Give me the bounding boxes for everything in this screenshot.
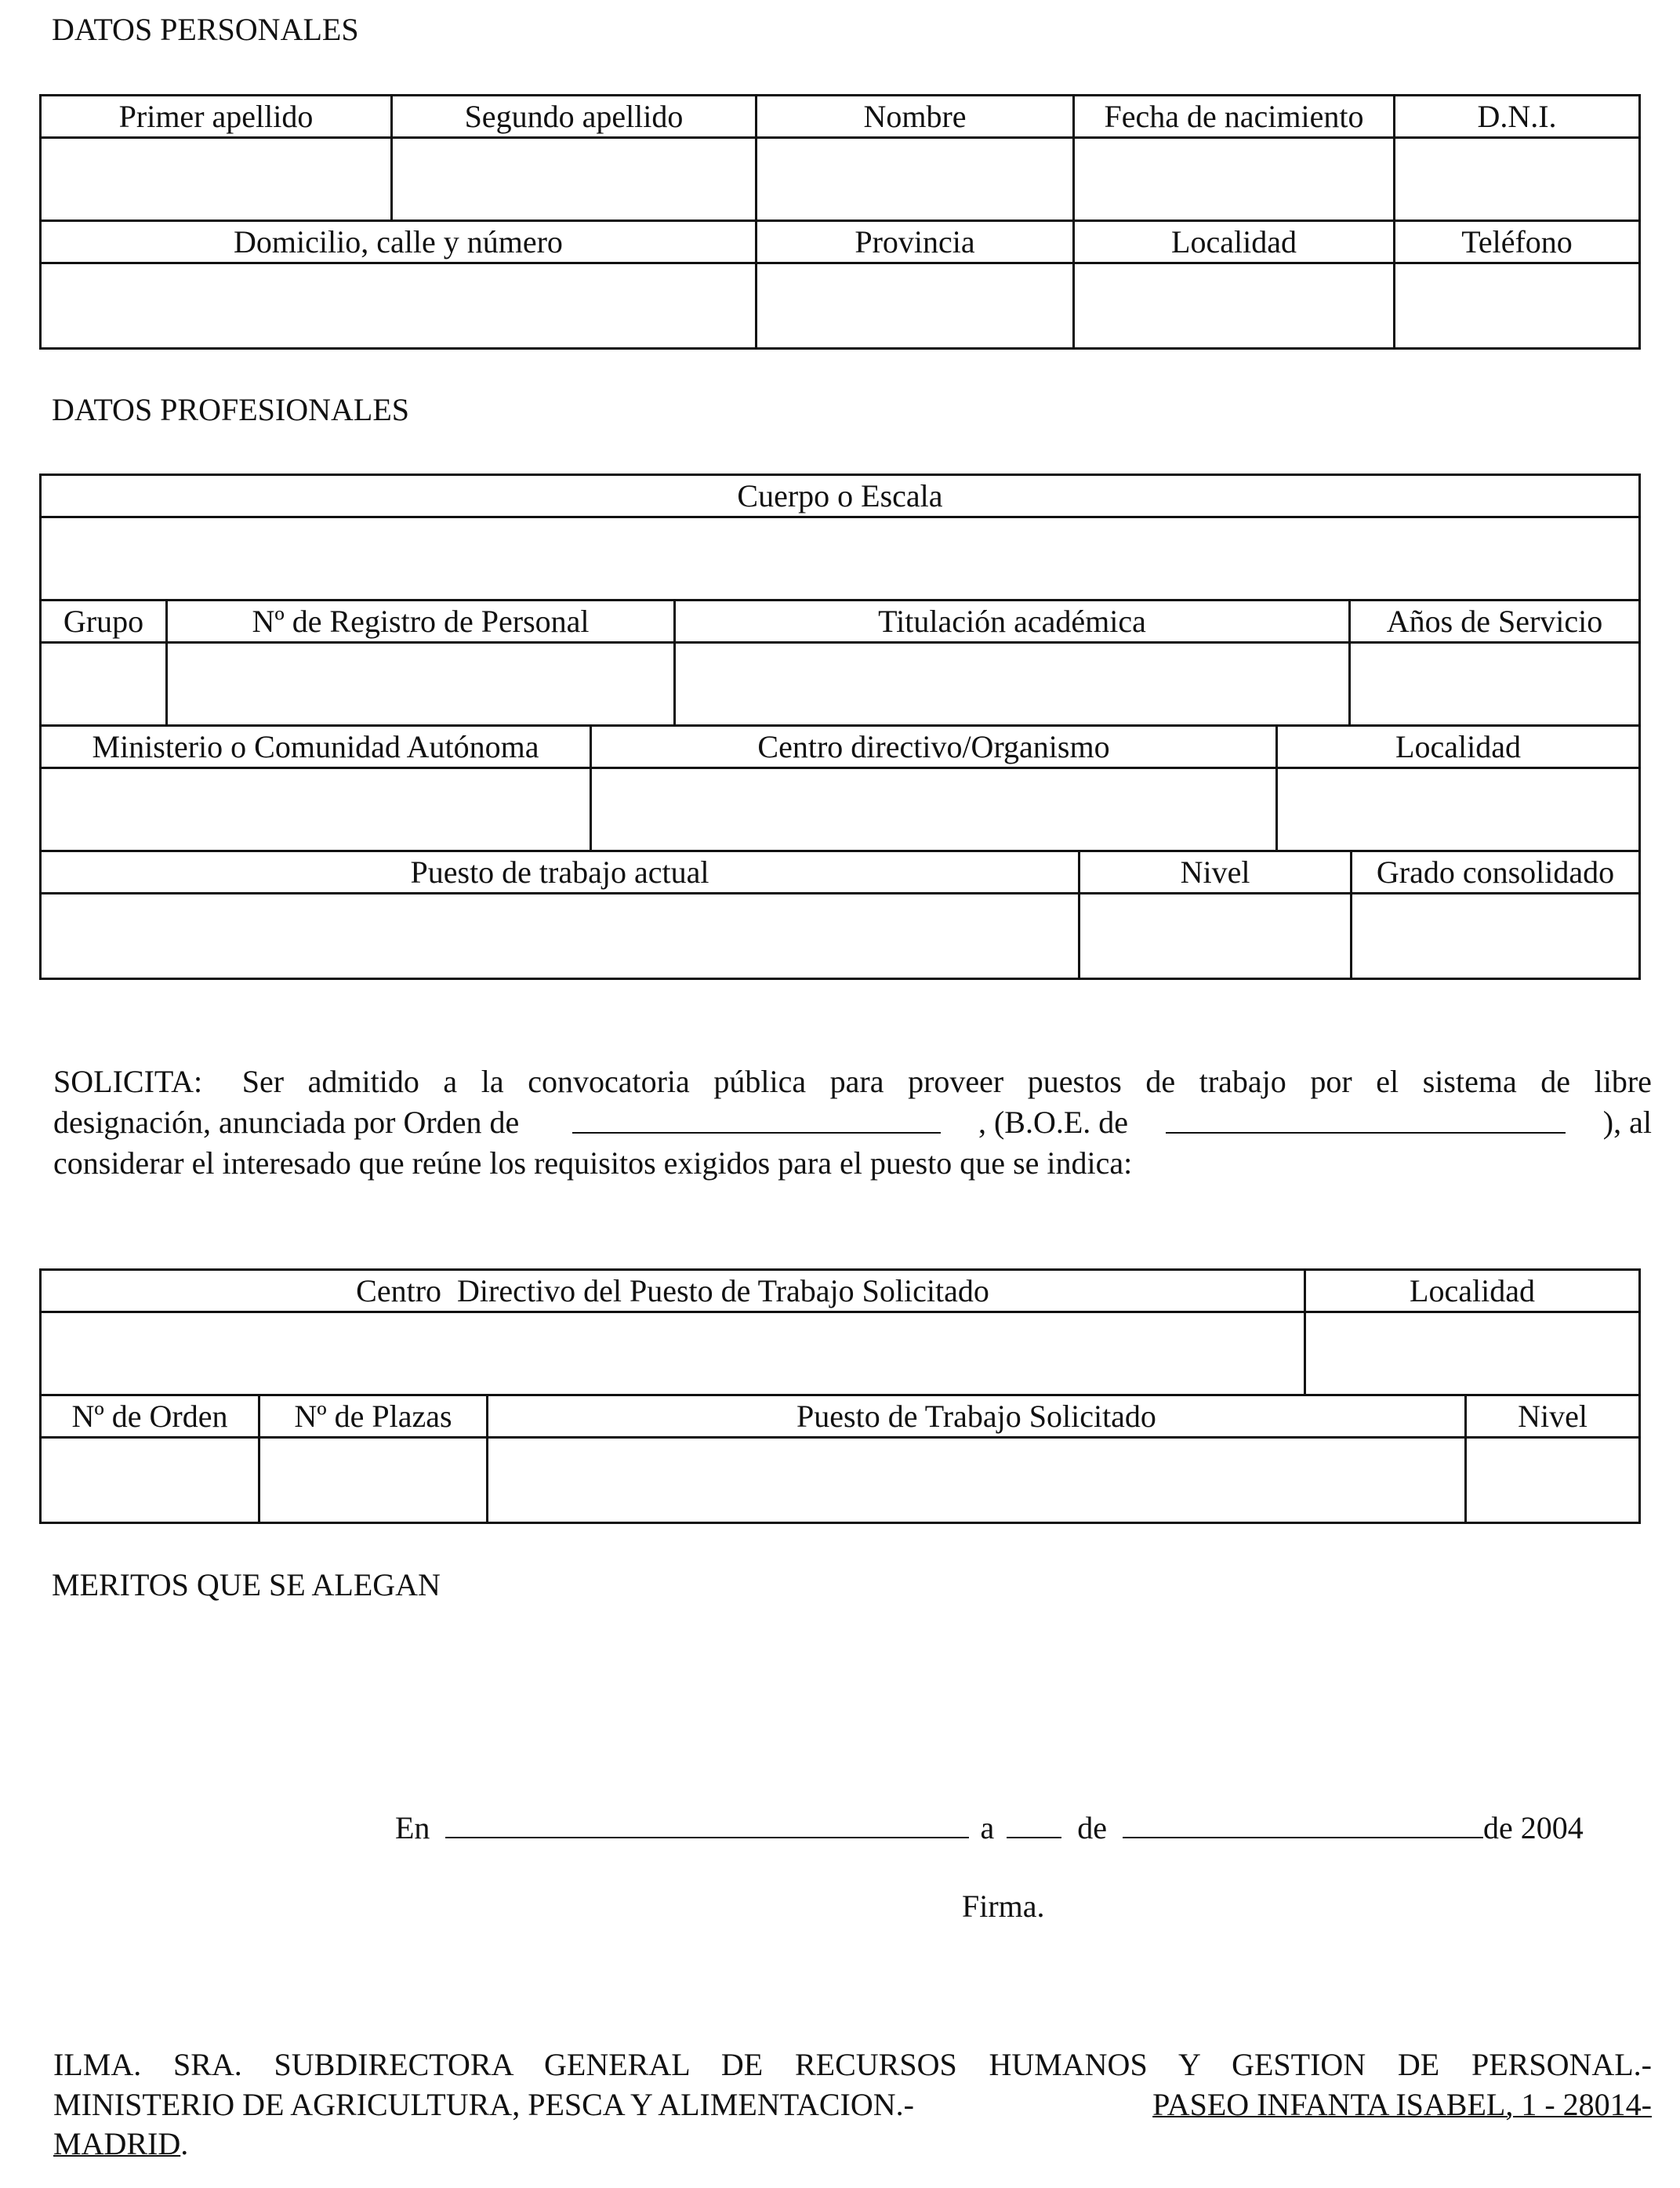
header-localidad: Localidad	[1395, 728, 1521, 764]
solicita-word: de	[1540, 1064, 1571, 1099]
solicita-word: convocatoria	[528, 1064, 690, 1099]
solicita-line-3: considerar el interesado que reúne los requisitos exigidos para el puesto que se indica:	[53, 1145, 1133, 1181]
titulacion-field[interactable]	[676, 644, 1351, 724]
header-provincia: Provincia	[757, 222, 1075, 262]
table-input-row	[42, 139, 1638, 222]
header-primer-apellido: Primer apellido	[42, 96, 393, 136]
solicita-word: proveer	[908, 1064, 1004, 1099]
table-input-row	[42, 894, 1638, 978]
section-heading-meritos: MERITOS QUE SE ALEGAN	[52, 1567, 441, 1602]
solicita-word: puestos	[1027, 1064, 1122, 1099]
centro-directivo-field[interactable]	[592, 769, 1278, 850]
recipient-city: MADRID	[53, 2126, 181, 2161]
header-centro-directivo: Centro directivo/Organismo	[592, 727, 1278, 767]
solicita-text: ), al	[1602, 1105, 1652, 1140]
ministerio-field[interactable]	[42, 769, 592, 850]
a-label: a	[980, 1810, 995, 1845]
en-label: En	[395, 1810, 430, 1845]
year-label: de 2004	[1482, 1810, 1584, 1845]
header-localidad: Localidad	[1075, 222, 1395, 262]
nivel-solicitado-field[interactable]	[1467, 1439, 1638, 1522]
professional-data-table	[39, 474, 1641, 980]
header-cuerpo-escala: Cuerpo o Escala	[737, 477, 943, 513]
table-input-row	[42, 264, 1638, 347]
personal-data-table	[39, 94, 1641, 350]
de-label: de	[1077, 1810, 1107, 1845]
solicita-word: libre	[1594, 1064, 1652, 1099]
header-numero-orden: Nº de Orden	[42, 1396, 260, 1436]
domicilio-field[interactable]	[42, 264, 757, 347]
orden-date-field[interactable]	[572, 1104, 941, 1134]
numero-plazas-field[interactable]	[260, 1439, 488, 1522]
recipient-address: PASEO INFANTA ISABEL, 1 - 28014-	[1152, 2087, 1652, 2122]
solicita-word: Ser	[241, 1064, 285, 1099]
table-input-row	[42, 1313, 1638, 1396]
recipient-line-3	[53, 2125, 1652, 2162]
centro-directivo-solicitado-field[interactable]	[42, 1313, 1306, 1394]
header-grado-consolidado: Grado consolidado	[1376, 854, 1615, 890]
requested-position-table	[39, 1268, 1641, 1524]
section-heading-personal: DATOS PERSONALES	[52, 12, 359, 47]
fecha-nacimiento-field[interactable]	[1075, 139, 1395, 220]
header-puesto-solicitado: Puesto de Trabajo Solicitado	[488, 1396, 1467, 1436]
table-header-row	[42, 727, 1638, 769]
solicita-line-2	[53, 1104, 1652, 1141]
solicita-word: sistema	[1422, 1064, 1517, 1099]
header-nivel: Nivel	[1518, 1398, 1587, 1434]
solicita-label: SOLICITA:	[53, 1064, 203, 1099]
numero-orden-field[interactable]	[42, 1439, 260, 1522]
date-line	[395, 1809, 1584, 1846]
solicita-word: admitido	[307, 1064, 419, 1099]
nivel-field[interactable]	[1080, 894, 1352, 978]
meritos-field[interactable]	[53, 1607, 1645, 1787]
header-numero-plazas: Nº de Plazas	[260, 1396, 488, 1436]
puesto-actual-field[interactable]	[42, 894, 1080, 978]
recipient-title: ILMA. SRA. SUBDIRECTORA GENERAL DE RECURSOS HUMANOS Y GESTION DE PERSONAL.-	[53, 2047, 1652, 2082]
grado-consolidado-field[interactable]	[1352, 894, 1638, 978]
grupo-field[interactable]	[42, 644, 168, 724]
boe-date-field[interactable]	[1166, 1104, 1566, 1134]
month-field[interactable]	[1123, 1809, 1483, 1838]
primer-apellido-field[interactable]	[42, 139, 393, 220]
localidad-solicitada-field[interactable]	[1306, 1313, 1638, 1394]
header-nivel: Nivel	[1080, 852, 1352, 892]
recipient-line-2	[53, 2086, 1652, 2123]
puesto-solicitado-field[interactable]	[488, 1439, 1467, 1522]
table-header-row	[42, 1396, 1638, 1439]
table-header-row	[42, 96, 1638, 139]
recipient-end: .	[180, 2126, 189, 2161]
anos-servicio-field[interactable]	[1351, 644, 1638, 724]
localidad-field[interactable]	[1075, 264, 1395, 347]
provincia-field[interactable]	[757, 264, 1075, 347]
solicita-word: trabajo	[1199, 1064, 1286, 1099]
solicita-word: a	[443, 1064, 458, 1099]
table-input-row	[42, 769, 1638, 852]
header-ministerio: Ministerio o Comunidad Autónoma	[42, 727, 592, 767]
header-titulacion: Titulación académica	[676, 601, 1351, 641]
place-field[interactable]	[445, 1809, 969, 1838]
header-nombre: Nombre	[757, 96, 1075, 136]
solicita-text: designación, anunciada por Orden de	[53, 1105, 520, 1140]
header-fecha-nacimiento: Fecha de nacimiento	[1075, 96, 1395, 136]
table-header-row	[42, 1271, 1638, 1313]
header-dni: D.N.I.	[1477, 98, 1557, 134]
solicita-word: para	[829, 1064, 884, 1099]
localidad-field[interactable]	[1278, 769, 1638, 850]
solicita-word: por	[1310, 1064, 1352, 1099]
solicita-word: la	[481, 1064, 504, 1099]
telefono-field[interactable]	[1395, 264, 1638, 347]
header-segundo-apellido: Segundo apellido	[393, 96, 757, 136]
solicita-word: el	[1376, 1064, 1399, 1099]
table-input-row	[42, 1439, 1638, 1522]
dni-field[interactable]	[1395, 139, 1638, 220]
table-header-row	[42, 601, 1638, 644]
recipient-ministry: MINISTERIO DE AGRICULTURA, PESCA Y ALIMENTACION.-	[53, 2087, 914, 2122]
header-centro-directivo-solicitado: Centro Directivo del Puesto de Trabajo Solicitado	[42, 1271, 1306, 1311]
header-domicilio: Domicilio, calle y número	[42, 222, 757, 262]
solicita-line-1	[53, 1063, 1652, 1100]
header-telefono: Teléfono	[1461, 223, 1573, 259]
table-header-row	[42, 222, 1638, 264]
day-field[interactable]	[1007, 1809, 1061, 1838]
solicita-word: pública	[713, 1064, 807, 1099]
header-anos-servicio: Años de Servicio	[1386, 603, 1603, 639]
cuerpo-escala-field[interactable]	[42, 518, 1638, 599]
nombre-field[interactable]	[757, 139, 1075, 220]
table-input-row	[42, 518, 1638, 601]
header-registro-personal: Nº de Registro de Personal	[168, 601, 676, 641]
table-header-row	[42, 476, 1638, 518]
segundo-apellido-field[interactable]	[393, 139, 757, 220]
table-header-row	[42, 852, 1638, 894]
header-grupo: Grupo	[42, 601, 168, 641]
header-localidad: Localidad	[1410, 1272, 1535, 1308]
solicita-word: de	[1145, 1064, 1176, 1099]
solicita-text: , (B.O.E. de	[978, 1105, 1129, 1140]
registro-personal-field[interactable]	[168, 644, 676, 724]
table-input-row	[42, 644, 1638, 727]
header-puesto-actual: Puesto de trabajo actual	[42, 852, 1080, 892]
firma-label: Firma.	[962, 1889, 1045, 1924]
section-heading-profesional: DATOS PROFESIONALES	[52, 392, 410, 427]
recipient-line-1	[53, 2046, 1652, 2083]
